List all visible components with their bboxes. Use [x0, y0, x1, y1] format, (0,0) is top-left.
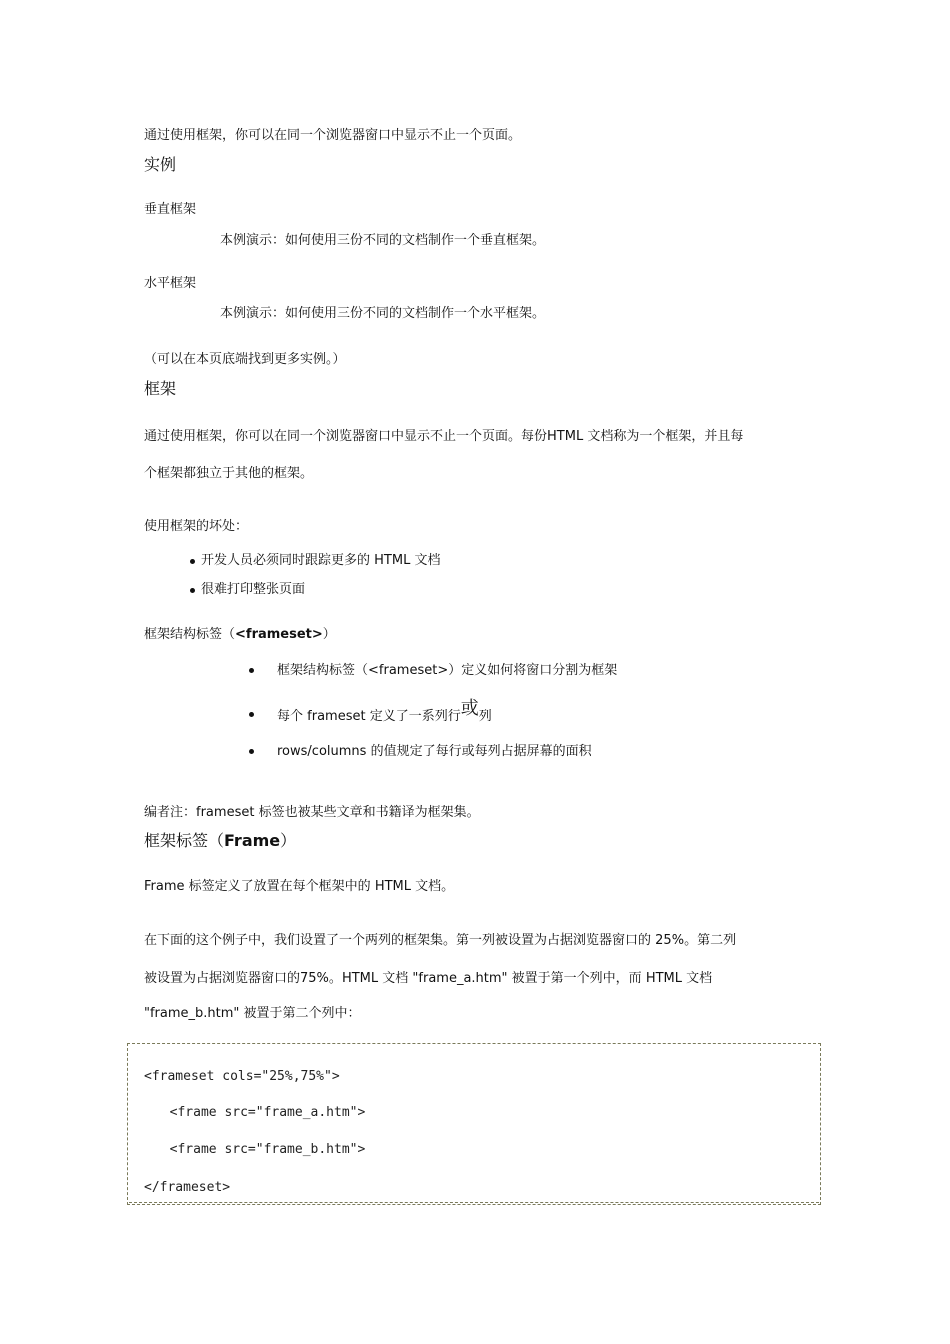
text-segment: ）	[280, 831, 297, 850]
more-examples-note: （可以在本页底端找到更多实例。）	[144, 352, 346, 367]
frameset-tag: frameset	[196, 805, 255, 820]
text-segment: 框架结构标签（	[144, 627, 236, 642]
file-name: "frame_a.htm"	[412, 971, 508, 986]
text-segment: 每个	[277, 709, 304, 724]
code-line: </frameset>	[144, 1180, 231, 1195]
disadvantage-item: 很难打印整张页面	[201, 582, 306, 597]
text-segment: ）	[322, 627, 336, 642]
frame-tag: Frame	[144, 879, 185, 894]
text-segment: 或	[460, 698, 479, 719]
example-title-horizontal[interactable]: 水平框架	[144, 276, 197, 291]
code-block	[127, 1043, 821, 1205]
disadvantages-label: 使用框架的坏处：	[144, 519, 249, 534]
examples-heading: 实例	[144, 155, 177, 174]
text-segment: 被置于第一个列中，而	[511, 971, 642, 986]
text-segment: 被设置为占据浏览器窗口的	[144, 971, 301, 986]
intro-text: 通过使用框架，你可以在同一个浏览器窗口中显示不止一个页面。	[144, 128, 522, 143]
text-segment: 编者注：	[144, 805, 197, 820]
text-segment: 文档	[686, 971, 713, 986]
text-segment: 文档称为一个框架，并且每	[587, 429, 744, 444]
frameset-tag: frameset	[307, 709, 366, 724]
text-segment: 定义了一系列行	[369, 709, 461, 724]
text-segment: 文档。	[415, 879, 455, 894]
html-term: HTML	[645, 971, 683, 986]
frameset-label	[144, 627, 336, 643]
example-paragraph-line2	[144, 971, 712, 987]
bullet-icon	[249, 668, 254, 673]
html-term: HTML	[374, 553, 411, 568]
text-segment: 被置于第二个列中：	[243, 1006, 361, 1021]
rows-columns-term: rows/columns	[277, 744, 367, 759]
html-term: HTML	[547, 429, 584, 444]
text-segment: 开发人员必须同时跟踪更多的	[201, 553, 371, 568]
file-name: "frame_b.htm"	[144, 1006, 240, 1021]
text-segment: 通过使用框架，你可以在同一个浏览器窗口中显示不止一个页面。每份	[144, 429, 548, 444]
text-segment: 的值规定了每行或每列占据屏幕的面积	[370, 744, 592, 759]
bullet-icon	[190, 588, 195, 593]
frames-heading: 框架	[144, 379, 177, 398]
frame-heading	[144, 831, 296, 851]
frameset-tag: <frameset>	[368, 663, 449, 678]
code-line: <frame src="frame_a.htm">	[154, 1105, 366, 1120]
html-term: HTML	[374, 879, 411, 894]
text-segment: 标签也被某些文章和书籍译为框架集。	[258, 805, 480, 820]
text-segment: 在下面的这个例子中，我们设置了一个两列的框架集。第一列被设置为占据浏览器窗口的	[144, 933, 652, 948]
editor-note	[144, 805, 480, 821]
frames-paragraph-line1	[144, 429, 743, 445]
disadvantage-item	[201, 553, 441, 569]
example-desc-horizontal: 本例演示：如何使用三份不同的文档制作一个水平框架。	[220, 306, 546, 321]
text-segment: 文档	[414, 553, 441, 568]
frame-tag: Frame	[224, 831, 281, 850]
html-term: HTML	[341, 971, 379, 986]
code-line: <frameset cols="25%,75%">	[144, 1069, 340, 1084]
text-segment: ）定义如何将窗口分割为框架	[448, 663, 618, 678]
bullet-icon	[249, 712, 254, 717]
percent-value: 25%	[655, 933, 685, 948]
bullet-icon	[249, 749, 254, 754]
bullet-icon	[190, 559, 195, 564]
percent-value: 75%	[300, 971, 329, 986]
text-segment: 标签定义了放置在每个框架中的	[188, 879, 371, 894]
example-title-vertical[interactable]: 垂直框架	[144, 202, 197, 217]
example-paragraph-line1	[144, 933, 736, 949]
frameset-bullet-2	[277, 698, 492, 725]
frameset-bullet-3	[277, 744, 592, 760]
text-segment: 列	[478, 709, 492, 724]
text-segment: 。	[328, 971, 342, 986]
text-segment: 文档	[382, 971, 409, 986]
text-segment: 。第二列	[684, 933, 737, 948]
frames-paragraph-line2: 个框架都独立于其他的框架。	[144, 466, 314, 481]
example-desc-vertical: 本例演示：如何使用三份不同的文档制作一个垂直框架。	[220, 233, 546, 248]
text-segment: 框架结构标签（	[277, 663, 369, 678]
frameset-bullet-1	[277, 663, 617, 679]
example-paragraph-line3	[144, 1006, 361, 1022]
frame-paragraph	[144, 879, 454, 895]
code-line: <frame src="frame_b.htm">	[154, 1142, 366, 1157]
text-segment: 框架标签（	[144, 831, 225, 850]
frameset-tag: <frameset>	[235, 627, 323, 642]
